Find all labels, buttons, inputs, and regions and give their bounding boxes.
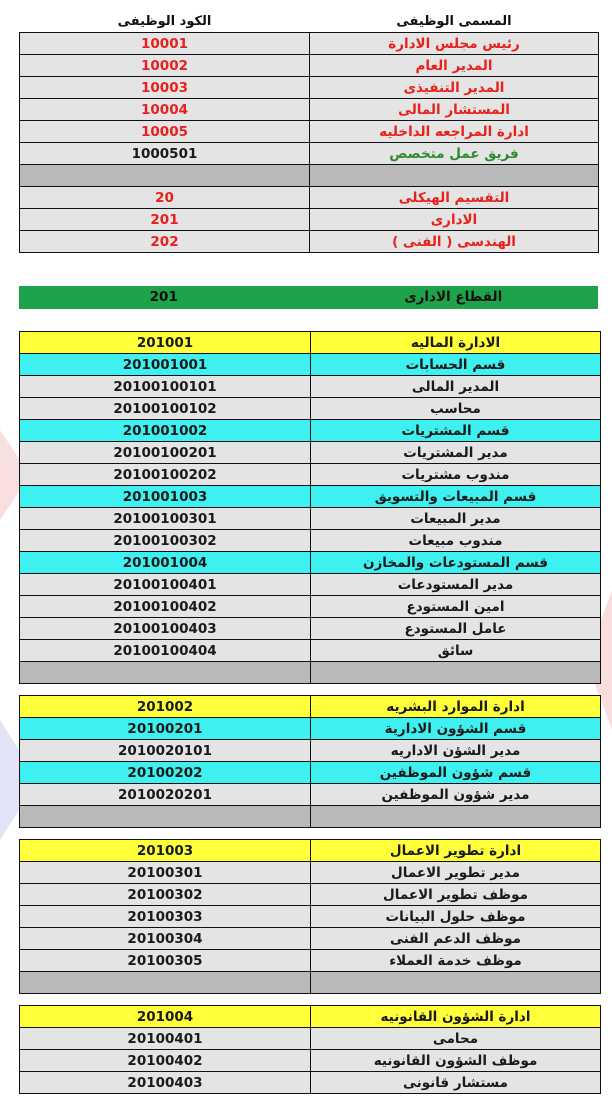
job-code: 2010020101 bbox=[20, 740, 311, 762]
job-title: عامل المستودع bbox=[311, 618, 601, 640]
job-code: 20 bbox=[20, 187, 310, 209]
job-code: 201001004 bbox=[20, 552, 311, 574]
table-row bbox=[20, 99, 599, 121]
table-row bbox=[20, 574, 601, 596]
job-title: مندوب مشتريات bbox=[311, 464, 601, 486]
table-row bbox=[20, 187, 599, 209]
table-row bbox=[20, 464, 601, 486]
empty-cell bbox=[310, 165, 599, 187]
job-title: سائق bbox=[311, 640, 601, 662]
spacer-row bbox=[20, 994, 601, 1006]
job-title: ادارة الشؤون القانونيه bbox=[311, 1006, 601, 1028]
spacer-row bbox=[20, 828, 601, 840]
table-row bbox=[20, 596, 601, 618]
job-title: مدير المبيعات bbox=[311, 508, 601, 530]
header-row bbox=[20, 12, 599, 33]
job-title: امين المستودع bbox=[311, 596, 601, 618]
table-row bbox=[20, 862, 601, 884]
job-code: 20100100201 bbox=[20, 442, 311, 464]
header-title: المسمى الوظيفى bbox=[396, 14, 512, 29]
table-row bbox=[20, 928, 601, 950]
job-code: 10001 bbox=[20, 33, 310, 55]
header-code: الكود الوظيفى bbox=[117, 14, 212, 29]
empty-cell bbox=[20, 806, 311, 828]
job-code: 201 bbox=[20, 209, 310, 231]
table-row bbox=[20, 1050, 601, 1072]
table-row bbox=[20, 1072, 601, 1094]
job-title: محاسب bbox=[311, 398, 601, 420]
empty-cell bbox=[20, 972, 311, 994]
empty-cell bbox=[311, 662, 601, 684]
job-code: 20100100101 bbox=[20, 376, 311, 398]
job-code: 20100305 bbox=[20, 950, 311, 972]
job-title: المدير المالى bbox=[311, 376, 601, 398]
table-row bbox=[20, 640, 601, 662]
spacer-cell bbox=[20, 994, 601, 1006]
section-row bbox=[20, 420, 601, 442]
job-title: فريق عمل متخصص bbox=[310, 143, 599, 165]
table-row bbox=[20, 231, 599, 253]
job-title: الادارة الماليه bbox=[311, 332, 601, 354]
job-title: موظف الشؤون القانونيه bbox=[311, 1050, 601, 1072]
job-title: موظف خدمة العملاء bbox=[311, 950, 601, 972]
job-title: مستشار قانونى bbox=[311, 1072, 601, 1094]
executive-codes-table bbox=[19, 12, 599, 253]
spacer-row bbox=[20, 684, 601, 696]
separator-row bbox=[20, 806, 601, 828]
sector-code: 201 bbox=[149, 289, 178, 305]
table-row bbox=[20, 784, 601, 806]
job-code: 20100100301 bbox=[20, 508, 311, 530]
job-title: المدير العام bbox=[310, 55, 599, 77]
job-code: 201003 bbox=[20, 840, 311, 862]
job-code: 20100100403 bbox=[20, 618, 311, 640]
job-title: قسم شؤون الموظفين bbox=[311, 762, 601, 784]
job-code: 20100304 bbox=[20, 928, 311, 950]
job-title: مدير المستودعات bbox=[311, 574, 601, 596]
job-code: 10005 bbox=[20, 121, 310, 143]
job-code: 201004 bbox=[20, 1006, 311, 1028]
job-code: 10002 bbox=[20, 55, 310, 77]
job-title: المستشار المالى bbox=[310, 99, 599, 121]
sector-title: القطاع الادارى bbox=[404, 289, 503, 305]
table-row bbox=[20, 77, 599, 99]
table-row bbox=[20, 209, 599, 231]
job-title: ادارة تطوير الاعمال bbox=[311, 840, 601, 862]
job-code: 10004 bbox=[20, 99, 310, 121]
table-row bbox=[20, 1028, 601, 1050]
job-title: قسم المبيعات والتسويق bbox=[311, 486, 601, 508]
job-code: 202 bbox=[20, 231, 310, 253]
department-row bbox=[20, 1006, 601, 1028]
table-row bbox=[20, 33, 599, 55]
job-title: مدير المشتريات bbox=[311, 442, 601, 464]
section-row bbox=[20, 552, 601, 574]
job-code: 201002 bbox=[20, 696, 311, 718]
job-title: مندوب مبيعات bbox=[311, 530, 601, 552]
job-title: الادارى bbox=[310, 209, 599, 231]
job-title: موظف حلول البيانات bbox=[311, 906, 601, 928]
job-title: الهندسى ( الفنى ) bbox=[310, 231, 599, 253]
job-title: ادارة المراجعه الداخليه bbox=[310, 121, 599, 143]
job-code: 20100100404 bbox=[20, 640, 311, 662]
job-code: 20100100102 bbox=[20, 398, 311, 420]
job-code: 201001003 bbox=[20, 486, 311, 508]
job-title: التقسيم الهيكلى bbox=[310, 187, 599, 209]
job-code: 20100100402 bbox=[20, 596, 311, 618]
table-row bbox=[20, 906, 601, 928]
table-row bbox=[20, 55, 599, 77]
table-row bbox=[20, 508, 601, 530]
department-row bbox=[20, 332, 601, 354]
job-title: مدير شؤون الموظفين bbox=[311, 784, 601, 806]
job-code: 20100100302 bbox=[20, 530, 311, 552]
separator-row bbox=[20, 662, 601, 684]
job-code: 20100201 bbox=[20, 718, 311, 740]
spacer-cell bbox=[20, 828, 601, 840]
table-row bbox=[20, 884, 601, 906]
job-title: موظف الدعم الفنى bbox=[311, 928, 601, 950]
empty-cell bbox=[311, 806, 601, 828]
job-code: 10003 bbox=[20, 77, 310, 99]
job-code: 20100402 bbox=[20, 1050, 311, 1072]
section-row bbox=[20, 718, 601, 740]
job-code: 2010020201 bbox=[20, 784, 311, 806]
job-code: 20100401 bbox=[20, 1028, 311, 1050]
section-row bbox=[20, 486, 601, 508]
section-row bbox=[20, 354, 601, 376]
job-code: 20100303 bbox=[20, 906, 311, 928]
job-code: 201001 bbox=[20, 332, 311, 354]
job-title: قسم الحسابات bbox=[311, 354, 601, 376]
separator-row bbox=[20, 165, 599, 187]
table-row bbox=[20, 121, 599, 143]
job-title: قسم المستودعات والمخازن bbox=[311, 552, 601, 574]
job-code: 1000501 bbox=[20, 143, 310, 165]
job-code: 20100302 bbox=[20, 884, 311, 906]
job-code: 201001001 bbox=[20, 354, 311, 376]
department-row bbox=[20, 840, 601, 862]
table-row bbox=[20, 950, 601, 972]
departments-table bbox=[19, 331, 601, 1094]
job-code: 201001002 bbox=[20, 420, 311, 442]
table-row bbox=[20, 530, 601, 552]
empty-cell bbox=[311, 972, 601, 994]
table-row bbox=[20, 618, 601, 640]
table-row bbox=[20, 398, 601, 420]
table-row bbox=[20, 442, 601, 464]
job-title: قسم الشؤون الادارية bbox=[311, 718, 601, 740]
job-code: 20100403 bbox=[20, 1072, 311, 1094]
job-title: مدير الشؤن الاداريه bbox=[311, 740, 601, 762]
job-title: المدير التنفيذى bbox=[310, 77, 599, 99]
job-title: رئيس مجلس الادارة bbox=[310, 33, 599, 55]
sector-bar bbox=[19, 286, 598, 309]
job-code: 20100202 bbox=[20, 762, 311, 784]
table-row bbox=[20, 740, 601, 762]
separator-row bbox=[20, 972, 601, 994]
job-title: مدير تطوير الاعمال bbox=[311, 862, 601, 884]
job-title: قسم المشتريات bbox=[311, 420, 601, 442]
empty-cell bbox=[20, 165, 310, 187]
job-title: موظف تطوير الاعمال bbox=[311, 884, 601, 906]
spacer-cell bbox=[20, 684, 601, 696]
job-code: 20100100401 bbox=[20, 574, 311, 596]
table-row bbox=[20, 143, 599, 165]
job-title: ادارة الموارد البشريه bbox=[311, 696, 601, 718]
section-row bbox=[20, 762, 601, 784]
department-row bbox=[20, 696, 601, 718]
table-row bbox=[20, 376, 601, 398]
empty-cell bbox=[20, 662, 311, 684]
job-code: 20100301 bbox=[20, 862, 311, 884]
job-title: محامى bbox=[311, 1028, 601, 1050]
job-code: 20100100202 bbox=[20, 464, 311, 486]
